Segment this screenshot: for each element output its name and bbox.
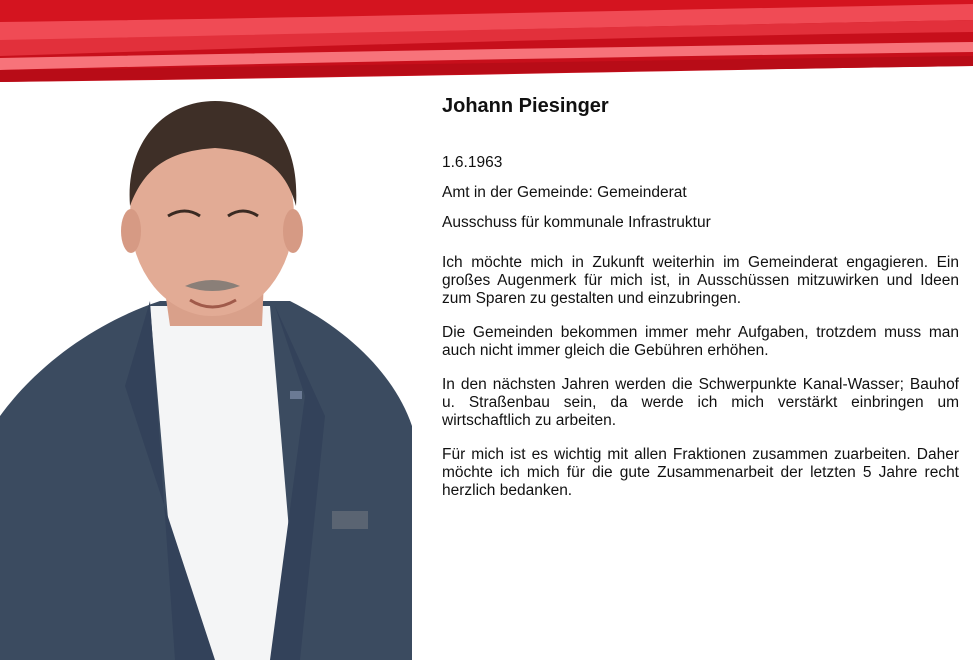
statement-paragraph: Ich möchte mich in Zukunft weiterhin im Gemeinderat engagieren. Ein großes Augenmerk für mich ist, in Ausschüssen mitzuwirken und Ideen zum Sparen zu gestalten und einzubringen. (442, 254, 959, 307)
statement-paragraph: In den nächsten Jahren werden die Schwerpunkte Kanal-Wasser; Bauhof u. Straßenbau sein, da werde ich mich verstärkt einbringen um wirtschaftlich zu arbeiten. (442, 376, 959, 429)
header-banner (0, 0, 973, 82)
office-text: Amt in der Gemeinde: Gemeinderat (442, 184, 687, 201)
statement (442, 254, 959, 500)
portrait-photo (0, 96, 420, 660)
person-name: Johann Piesinger (442, 95, 609, 117)
statement-paragraph: Die Gemeinden bekommen immer mehr Aufgaben, trotzdem muss man auch nicht immer gleich die Gebühren erhöhen. (442, 324, 959, 359)
birthdate: 1.6.1963 (442, 154, 503, 171)
profile-content (442, 92, 959, 516)
committee-text: Ausschuss für kommunale Infrastruktur (442, 214, 711, 231)
statement-paragraph: Für mich ist es wichtig mit allen Fraktionen zusammen zuarbeiten. Daher möchte ich mich für die gute Zusammenarbeit der letzten 5 Jahre recht herzlich bedanken. (442, 446, 959, 499)
